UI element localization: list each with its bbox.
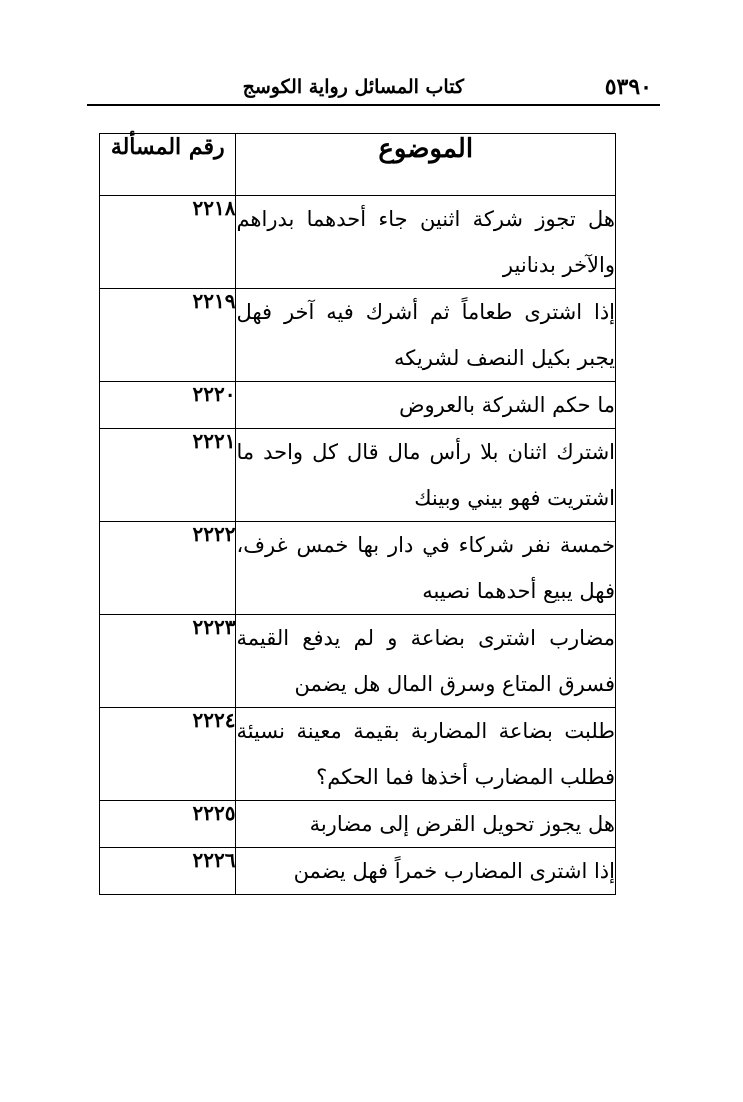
table-row: [100, 429, 616, 522]
table-row: [100, 196, 616, 289]
number-cell: ٢٢٢٣: [100, 615, 236, 708]
number-cell: ٢٢٢٢: [100, 522, 236, 615]
column-header-topic: الموضوع: [236, 134, 616, 196]
table-row: [100, 615, 616, 708]
table-header-row: [100, 134, 616, 196]
table-row: [100, 289, 616, 382]
topic-cell: مضارب اشترى بضاعة و لم يدفع القيمة فسرق المتاع وسرق المال هل يضمن: [236, 615, 616, 708]
topic-cell: ما حكم الشركة بالعروض: [236, 382, 616, 429]
table-row: [100, 801, 616, 848]
number-cell: ٢٢٢٥: [100, 801, 236, 848]
topic-cell: هل تجوز شركة اثنين جاء أحدهما بدراهم والآخر بدنانير: [236, 196, 616, 289]
table-row: [100, 708, 616, 801]
page-number: ٥٣٩٠: [604, 74, 652, 100]
number-cell: ٢٢٢١: [100, 429, 236, 522]
table-row: [100, 522, 616, 615]
table-row: [100, 382, 616, 429]
column-header-number: رقم المسألة: [100, 134, 236, 196]
number-cell: ٢٢٢٦: [100, 848, 236, 895]
topic-cell: إذا اشترى المضارب خمراً فهل يضمن: [236, 848, 616, 895]
topic-cell: طلبت بضاعة المضاربة بقيمة معينة نسيئة فطلب المضارب أخذها فما الحكم؟: [236, 708, 616, 801]
number-cell: ٢٢٢٠: [100, 382, 236, 429]
topic-cell: إذا اشترى طعاماً ثم أشرك فيه آخر فهل يجبر بكيل النصف لشريكه: [236, 289, 616, 382]
page-header: [87, 60, 660, 106]
number-cell: ٢٢١٩: [100, 289, 236, 382]
number-cell: ٢٢٢٤: [100, 708, 236, 801]
topic-cell: هل يجوز تحويل القرض إلى مضاربة: [236, 801, 616, 848]
topic-cell: اشترك اثنان بلا رأس مال قال كل واحد ما اشتريت فهو بيني وبينك: [236, 429, 616, 522]
questions-table: [99, 133, 616, 895]
number-cell: ٢٢١٨: [100, 196, 236, 289]
book-title: كتاب المسائل رواية الكوسج: [242, 76, 464, 98]
topic-cell: خمسة نفر شركاء في دار بها خمس غرف، فهل يبيع أحدهما نصيبه: [236, 522, 616, 615]
table-row: [100, 848, 616, 895]
